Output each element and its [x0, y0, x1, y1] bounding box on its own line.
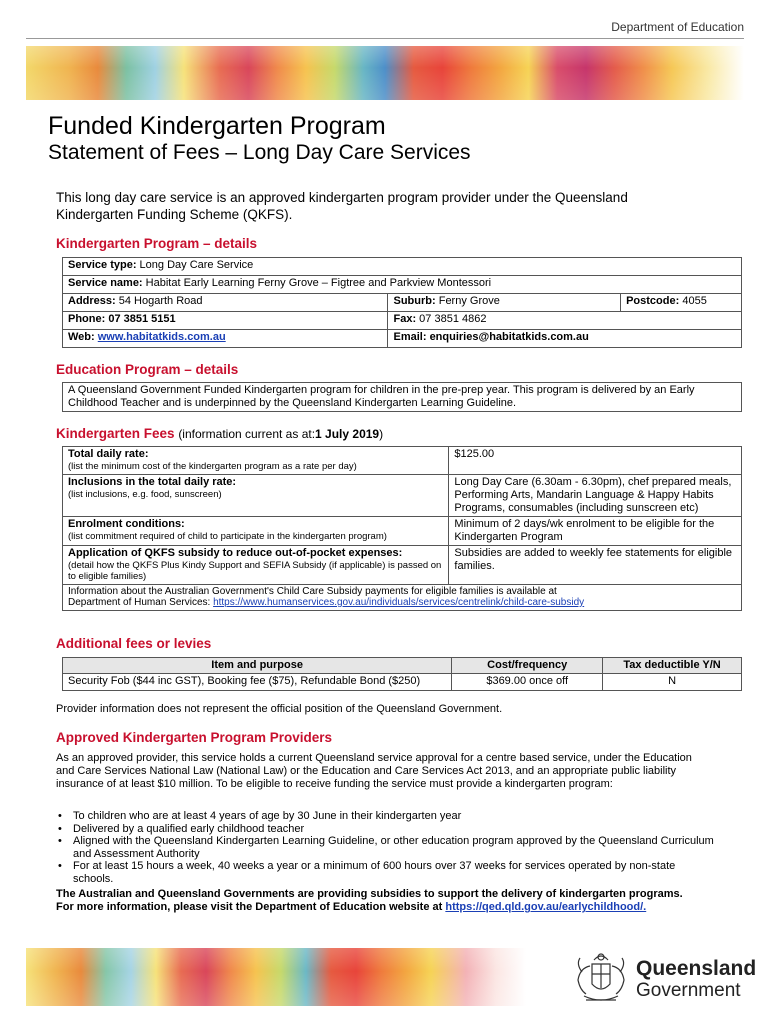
phone-value: 07 3851 5151	[108, 313, 176, 325]
coat-of-arms-icon	[572, 950, 630, 1006]
fee-item-cell: Security Fob ($44 inc GST), Booking fee ($75), Refundable Bond ($250)	[63, 674, 452, 691]
disclaimer: Provider information does not represent the official position of the Queensland Government.	[56, 703, 503, 715]
ccs-info-cell: Information about the Australian Government's Child Care Subsidy payments for eligible families is available at Department of Human Services: https://www.humanservices.gov.au/individuals/services/centrelink/child-care-subsidy	[63, 584, 742, 610]
list-item: • For at least 15 hours a week, 40 weeks a year or a minimum of 600 hours over 37 weeks for services operated by non-state schools.	[56, 860, 716, 885]
providers-heading: Approved Kindergarten Program Providers	[56, 730, 333, 745]
inclusions-label-cell: Inclusions in the total daily rate: (list inclusions, e.g. food, sunscreen)	[63, 474, 449, 516]
table-row	[63, 383, 742, 412]
subsidy-value: Subsidies are added to weekly fee statements for eligible families.	[449, 545, 742, 584]
table-row	[63, 545, 742, 584]
kindy-fees-heading: Kindergarten Fees (information current as at:1 July 2019)	[56, 426, 384, 441]
page-title: Funded Kindergarten Program	[48, 112, 386, 140]
website-link[interactable]: www.habitatkids.com.au	[97, 331, 226, 343]
fees-table	[62, 446, 742, 611]
closing-statement: The Australian and Queensland Governments are providing subsidies to support the delivery of kindergarten programs. For more information, please visit the Department of Education website at https://qed.qld.gov.au/earlychildhood/.	[56, 888, 683, 913]
table-row	[63, 330, 742, 348]
table-row	[63, 294, 742, 312]
service-type-cell: Service type: Long Day Care Service	[63, 258, 742, 276]
daily-rate-value: $125.00	[449, 447, 742, 475]
table-row	[63, 276, 742, 294]
list-item: • Delivered by a qualified early childhood teacher	[56, 823, 716, 836]
list-item: • To children who are at least 4 years of age by 30 June in their kindergarten year	[56, 810, 716, 823]
col-header-tax: Tax deductible Y/N	[603, 658, 742, 674]
header-divider	[26, 38, 744, 39]
department-website-link[interactable]: https://qed.qld.gov.au/earlychildhood/.	[445, 901, 647, 913]
table-header-row	[63, 658, 742, 674]
department-name: Department of Education	[611, 20, 744, 34]
table-row	[63, 474, 742, 516]
table-row	[63, 447, 742, 475]
suburb-cell: Suburb: Ferny Grove	[388, 294, 621, 312]
providers-paragraph: As an approved provider, this service holds a current Queensland service approval for a centre based service, under the Education and Care Services National Law (National Law) or the Education and Care Services Act 2013, and an appropriate public liability insurance of at least $10 million. To be eligible to receive funding the service must provide a kindergarten program:	[56, 752, 692, 790]
kindy-details-heading: Kindergarten Program – details	[56, 236, 258, 251]
education-details-heading: Education Program – details	[56, 362, 239, 377]
address-cell: Address: 54 Hogarth Road	[63, 294, 388, 312]
additional-fees-table	[62, 657, 742, 691]
table-row	[63, 584, 742, 610]
page-subtitle: Statement of Fees – Long Day Care Services	[48, 141, 471, 164]
table-row	[63, 312, 742, 330]
intro-paragraph: This long day care service is an approved kindergarten program provider under the Queensland Kindergarten Funding Scheme (QKFS).	[56, 190, 628, 222]
web-cell: Web: www.habitatkids.com.au	[63, 330, 388, 348]
brand-government: Government	[636, 980, 741, 1001]
email-value[interactable]: enquiries@habitatkids.com.au	[429, 331, 589, 343]
postcode-value: 4055	[682, 295, 707, 307]
service-name-cell: Service name: Habitat Early Learning Ferny Grove – Figtree and Parkview Montessori	[63, 276, 742, 294]
suburb-value: Ferny Grove	[438, 295, 500, 307]
table-row	[63, 674, 742, 691]
col-header-cost: Cost/frequency	[452, 658, 603, 674]
email-cell: Email: enquiries@habitatkids.com.au	[388, 330, 742, 348]
postcode-cell: Postcode: 4055	[621, 294, 742, 312]
brand-name: Queensland	[636, 957, 757, 980]
enrolment-value: Minimum of 2 days/wk enrolment to be eligible for the Kindergarten Program	[449, 516, 742, 545]
col-header-item: Item and purpose	[63, 658, 452, 674]
inclusions-value: Long Day Care (6.30am - 6.30pm), chef prepared meals, Performing Arts, Mandarin Language & Happy Habits Programs, consumables (including sunscreen etc)	[449, 474, 742, 516]
kindy-details-table	[62, 257, 742, 348]
ccs-link[interactable]: https://www.humanservices.gov.au/individuals/services/centrelink/child-care-subsidy	[213, 597, 585, 608]
queensland-government-logo	[572, 950, 757, 1006]
additional-fees-heading: Additional fees or levies	[56, 636, 212, 651]
education-details-table	[62, 382, 742, 412]
fees-date-note: (information current as at:1 July 2019)	[178, 427, 384, 441]
subsidy-label-cell: Application of QKFS subsidy to reduce out-of-pocket expenses: (detail how the QKFS Plus Kindy Support and SEFIA Subsidy (if applicable) is passed on to eligible families)	[63, 545, 449, 584]
education-description: A Queensland Government Funded Kindergarten program for children in the pre-prep year. This program is delivered by an Early Childhood Teacher and is underpinned by the Queensland Kindergarten Learning Guideline.	[63, 383, 742, 412]
fee-cost-cell: $369.00 once off	[452, 674, 603, 691]
service-type-value: Long Day Care Service	[139, 259, 254, 271]
requirements-list	[56, 810, 716, 885]
fax-cell: Fax: 07 3851 4862	[388, 312, 742, 330]
daily-rate-label-cell: Total daily rate: (list the minimum cost of the kindergarten program as a rate per day)	[63, 447, 449, 475]
table-row	[63, 258, 742, 276]
fax-value: 07 3851 4862	[419, 313, 487, 325]
phone-cell: Phone: 07 3851 5151	[63, 312, 388, 330]
enrolment-label-cell: Enrolment conditions: (list commitment required of child to participate in the kindergarten program)	[63, 516, 449, 545]
rainbow-banner-top	[26, 46, 744, 100]
rainbow-banner-bottom	[26, 948, 526, 1006]
fee-tax-cell: N	[603, 674, 742, 691]
address-value: 54 Hogarth Road	[118, 295, 203, 307]
service-name-value: Habitat Early Learning Ferny Grove – Figtree and Parkview Montessori	[145, 277, 492, 289]
list-item: • Aligned with the Queensland Kindergarten Learning Guideline, or other education program approved by the Queensland Curriculum and Assessment Authority	[56, 835, 716, 860]
table-row	[63, 516, 742, 545]
